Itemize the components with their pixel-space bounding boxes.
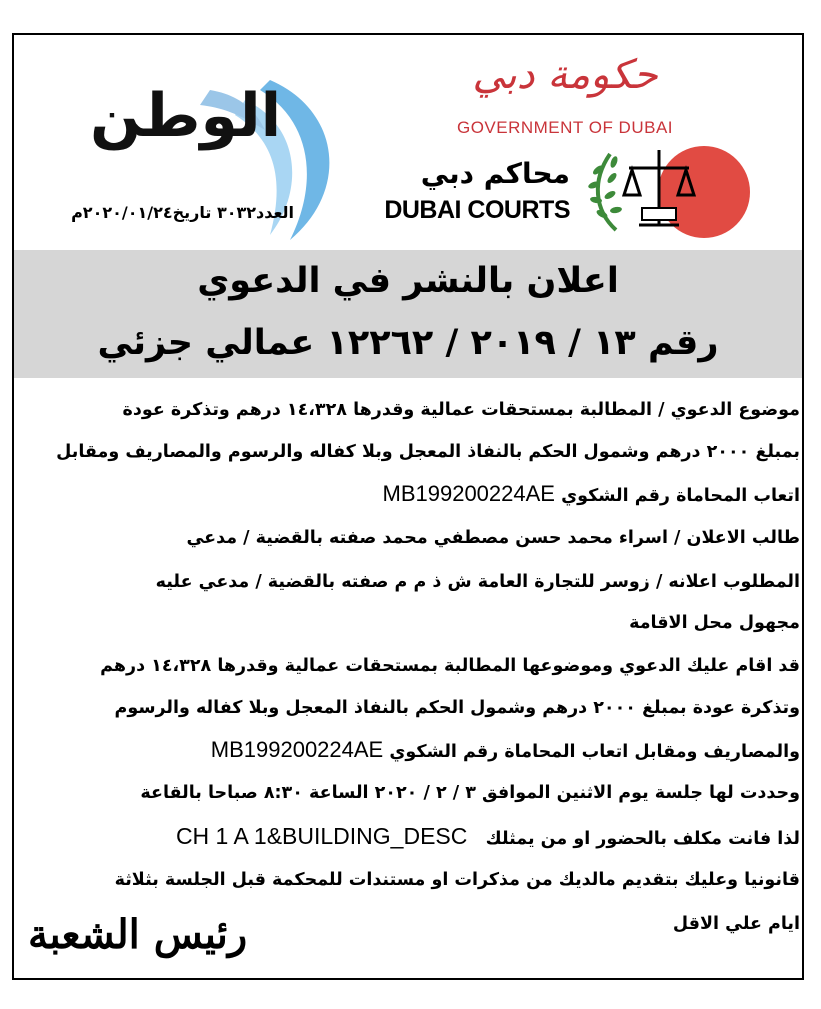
notice-title: اعلان بالنشر في الدعوي	[197, 261, 619, 301]
body-line: ايام علي الاقل	[672, 914, 800, 934]
body-line	[20, 735, 800, 765]
courts-name-english: DUBAI COURTS	[384, 196, 570, 224]
scales-of-justice-icon	[584, 140, 774, 240]
body-line	[20, 479, 800, 509]
title-band	[14, 250, 802, 378]
body-line-text: اتعاب المحاماة رقم الشكوي	[561, 486, 800, 506]
case-number: رقم ١٣ / ٢٠١٩ / ١٢٢٦٢ عمالي جزئي	[97, 323, 719, 363]
newspaper-name: الوطن	[90, 81, 282, 151]
body-line: المطلوب اعلانه / زوسر للتجارة العامة ش ذ م م صفته بالقضية / مدعي عليه	[155, 572, 800, 592]
body-line-text: والمصاريف ومقابل اتعاب المحاماة رقم الشكوي	[389, 742, 800, 762]
complaint-reference: MB199200224AE	[210, 737, 384, 762]
body-line: موضوع الدعوي / المطالبة بمستحقات عمالية وقدرها ١٤،٣٢٨ درهم وتذكرة عودة	[122, 400, 800, 420]
body-line-text: لذا فانت مكلف بالحضور او من يمثلك	[485, 829, 800, 849]
complaint-reference: MB199200224AE	[382, 481, 555, 506]
body-line: طالب الاعلان / اسراء محمد حسن مصطفي محمد صفته بالقضية / مدعي	[186, 528, 800, 548]
body-line: قد اقام عليك الدعوي وموضوعها المطالبة بمستحقات عمالية وقدرها ١٤،٣٢٨ درهم	[100, 656, 800, 676]
issue-date: العدد٣٠٣٢ تاريخ٢٠٢٠/٠١/٢٤م	[71, 203, 294, 222]
body-line	[20, 821, 800, 851]
government-name-english: GOVERNMENT OF DUBAI	[456, 118, 674, 137]
courtroom-reference: CH 1 A 1&BUILDING_DESC	[175, 823, 468, 849]
body-line: مجهول محل الاقامة	[629, 613, 800, 633]
government-name-arabic: حكومة دبي	[472, 52, 658, 98]
body-line: قانونيا وعليك بتقديم مالديك من مذكرات او مستندات للمحكمة قبل الجلسة بثلاثة	[114, 870, 800, 890]
signature: رئيس الشعبة	[28, 911, 248, 958]
courts-emblem	[584, 140, 774, 240]
courts-name-arabic: محاكم دبي	[420, 157, 570, 190]
body-line: بمبلغ ٢٠٠٠ درهم وشمول الحكم بالنفاذ المعجل وبلا كفاله والرسوم والمصاريف ومقابل	[56, 442, 800, 462]
body-line: وتذكرة عودة بمبلغ ٢٠٠٠ درهم وشمول الحكم بالنفاذ المعجل وبلا كفاله والرسوم	[114, 698, 800, 718]
body-line: وحددت لها جلسة يوم الاثنين الموافق ٣ / ٢ / ٢٠٢٠ الساعة ٨:٣٠ صباحا بالقاعة	[140, 783, 800, 803]
